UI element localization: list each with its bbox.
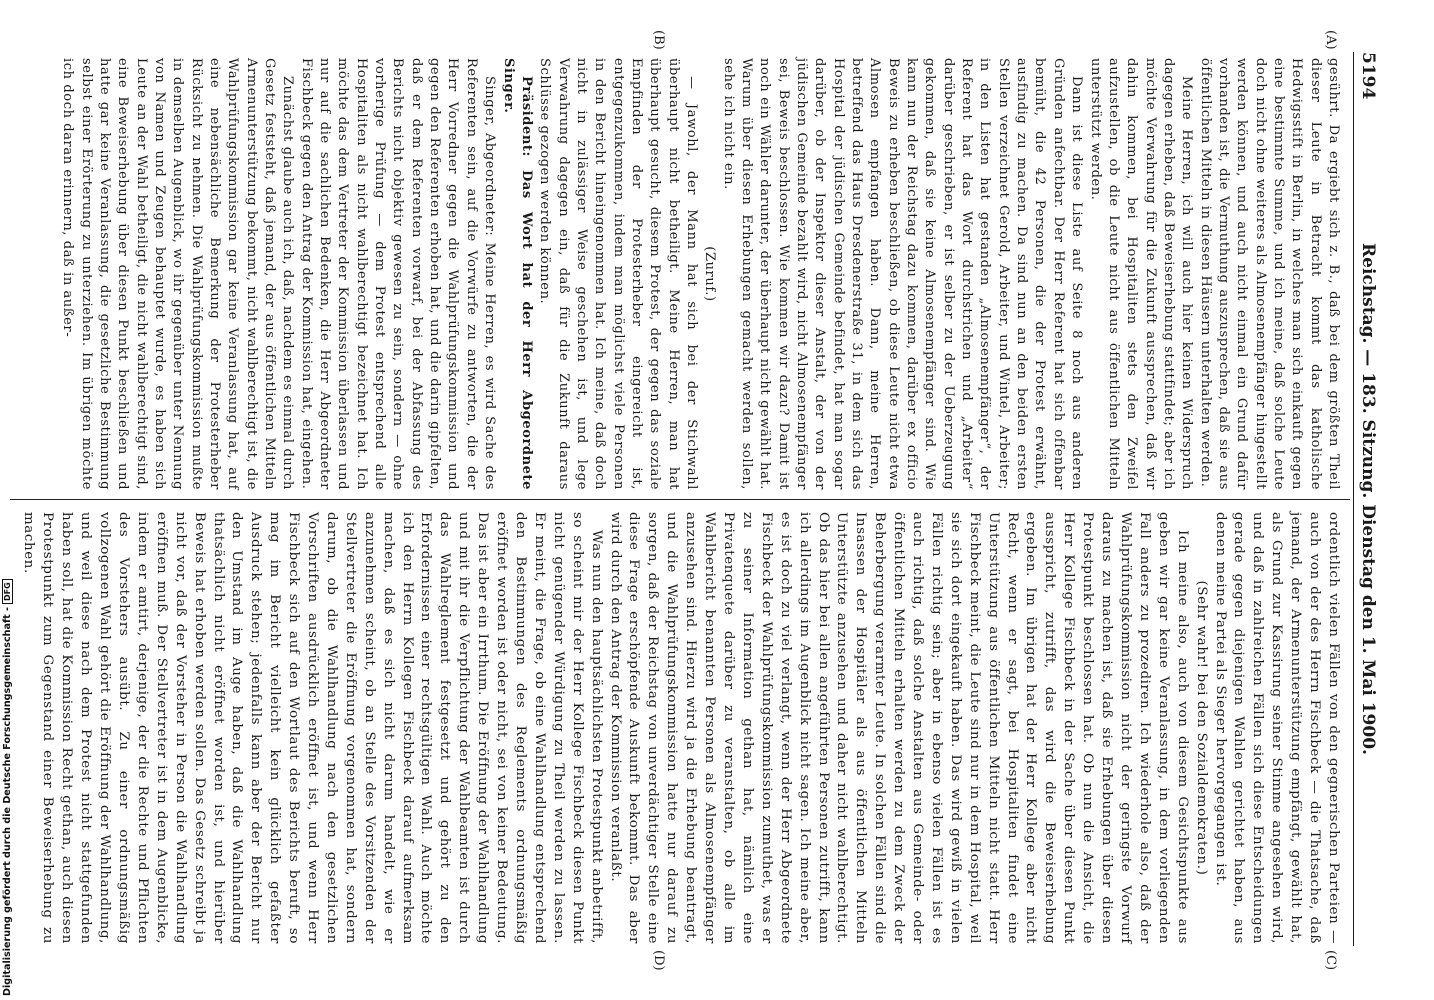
interjection: (Zuruf.) xyxy=(702,246,718,302)
paragraph: Ich meine also, auch von diesem Gesichtspunkte aus geben wir gar keine Veranlassung, in dem vorliegenden Fall anders zu prozediren. Ich wiederhole also, daß der Wahlprüfungskommission nicht der geringste Vorwurf daraus zu machen ist, daß sie Erhebungen über diesen Protestpunkt beschlossen hat. Ob nun die Ansicht, die Herr Kollege Fischbeck in der Sache über diesen Punkt ausspricht, zutrifft, das wird die Beweiserhebung ergeben. Im übrigen hat der Herr Kollege aber nicht Recht, wenn er sagt, bei Hospitaliten findet eine Unterstützung aus öffentlichen Mitteln nicht statt. Herr Fischbeck meint, die Leute sind nur in dem Hospital, weil sie sich dort eingekauft haben. Das wird gewiß in vielen Fällen richtig sein; aber in ebenso vielen Fällen ist es auch richtig, daß solche Anstalten aus Gemeinde- oder öffentlichen Mitteln erhalten werden zu dem Zweck der Beherbergung verarmter Leute. In solchen Fällen sind die Insassen der Hospitäler als aus öffentlichen Mitteln Unterstützte anzusehen und daher nicht wahlberechtigt. Ob das hier bei allen angeführten Personen zutrifft, kann ich allerdings im Augenblick nicht sagen. Ich meine aber, es ist doch zu viel verlangt, wenn der Herr Abgeordnete Fischbeck der Wahlprüfungskommission zumuthet, was er zu seiner Information gethan hat, nämlich eine Privatenquete darüber zu veranstalten, ob alle im Wahlbericht benannten Personen als Almosenempfänger anzusehen sind. Hierzu wird ja die Erhebung beantragt, und die Wahlprüfungskommission hatte nur darauf zu sorgen, daß der Reichstag von unverdächtiger Stelle eine diese Frage erschöpfende Auskunft bekommt. Das aber wird durch den Antrag der Kommission veranlaßt. xyxy=(607,512,1190,944)
left-column xyxy=(58,58,1342,490)
credit-text: Digitalisierung gefördert durch die Deutsche Forschungsgemeinschaft - xyxy=(2,606,13,996)
margin-letter-c: (C) xyxy=(1323,950,1338,971)
speaker-paragraph: Präsident: Das Wort hat der Herr Abgeordnete Singer. xyxy=(500,58,534,490)
page-header xyxy=(1354,52,1382,946)
paragraph: Was nun den hauptsächlichsten Protestpunkt anbetrifft, so scheint mir der Herr Kollege Fischbeck diesen Punkt nicht genügender Würdigung zu Theil werden zu lassen. Er meint, die Frage, ob eine Wahlhandlung entsprechend den Bestimmungen des Reglements ordnungsmäßig eröffnet worden ist oder nicht, sei von keiner Bedeutung. Das ist aber ein Irrthum. Die Eröffnung der Wahlhandlung und mit ihr die Verpflichtung der Wahlbeamten ist durch das Wahlreglement festgesetzt und gehört zu den Erfordernissen einer rechtsgültigen Wahl. Auch möchte ich den Herrn Kollegen Fischbeck darauf aufmerksam machen, daß es sich nicht darum handelt, wie er anzunehmen scheint, ob an Stelle des Vorsitzenden der Stellvertreter die Eröffnung vorgenommen hat, sondern darum, ob die Wahlhandlung nach den gesetzlichen Vorschriften ausdrücklich eröffnet ist, und wenn Herr Fischbeck sich auf den Wortlaut des Berichts beruft, so mag im Bericht vielleicht kein glücklich gefaßter Ausdruck stehen; jedenfalls kann aber der Bericht nur den Umstand im Auge haben, daß die Wahlhandlung thatsächlich nicht eröffnet worden ist, und hierüber Beweis hat erhoben werden sollen. Das Gesetz schreibt ja nicht vor, daß der Vorsteher in Person die Wahlhandlung eröffnen muß. Der Stellvertreter ist in dem Augenblicke, indem er amtirt, derjenige, der die Rechte und Pflichten des Vorstehers ausübt. Zu einer ordnungsmäßig vollzogenen Wahl gehört die Eröffnung der Wahlhandlung, und weil diese nach dem Protest nicht stattgefunden haben soll, hat die Kommission Recht gethan, auch diesen Protestpunkt zum Gegenstand einer Beweiserhebung zu machen. xyxy=(21,512,604,944)
paragraph: Dann ist diese Liste auf Seite 8 noch aus anderen Gründen anfechtbar. Der Herr Referent hat sich offenbar bemüht, die 42 Personen, die der Protest erwähnt, ausfindig zu machen. Da sind nun an den beiden ersten Stellen verzeichnet Gerold, Arbeiter, und Wintel, Arbeiter; in den Listen hat gestanden „Almosenempfänger“, der Referent hat das Wort durchstrichen und „Arbeiter“ darüber geschrieben, er ist selber zu der Ueberzeugung gekommen, daß sie keine Almosenempfänger sind. Wie kann nun der Reichstag dazu kommen, darüber ex officio Beweis zu erheben beschließen, ob diese Leute nicht etwa Almosen empfangen haben. Dann, meine Herren, betreffend das Haus Dresdenerstraße 31, in dem sich das Hospital der jüdischen Gemeinde befindet, hat man sogar darüber, ob der Inspektor dieser Anstalt, der von der jüdischen Gemeinde bezahlt wird, nicht Almosenempfänger sei, Beweis beschlossen. Wie kommen wir dazu? Damit ist noch ein Wähler darunter, der überhaupt nicht gewählt hat. Warum über diesen Erhebungen gemacht werden sollen, sehe ich nicht ein. xyxy=(720,58,1085,490)
digitization-credit xyxy=(2,582,16,996)
paragraph: Zunächst glaube auch ich, daß, nachdem es einmal durch Gesetz feststeht, daß jemand, der aus öffentlichen Mitteln Armenunterstützung bekommt, nicht wahlberechtigt ist, die Wahlprüfungskommission gar keine Veranlassung hat, auf eine nebensächliche Bemerkung der Protesterheber Rücksicht zu nehmen. Die Wahlprüfungskommission mußte in demselben Augenblick, wo ihr gegenüber unter Nennung von Namen und Zeugen behauptet wurde, es haben sich Leute an der Wahl betheiligt, die nicht wahlberechtigt sind, eine Beweiserhebung über diesen Punkt beschließen und hatte gar keine Veranlassung, die gesetzliche Bestimmung selbst einer Erörterung zu unterziehen. Im übrigen möchte ich doch daran erinnern, daß in außer- xyxy=(60,58,296,490)
paragraph: — Jawohl, der Mann hat sich bei der Stichwahl überhaupt nicht betheiligt. Meine Herren, man hat überhaupt gesucht, diesem Protest, der gegen das soziale Empfinden der Protesterheber eingereicht ist, entgegenzukommen, indem man möglichst viele Personen in den Bericht hineingenommen hat. Ich meine, daß doch nicht in zulässiger Weise geschehen ist, und lege Verwahrung dagegen ein, daß für die Zukunft daraus Schlüsse gezogen werden können. xyxy=(537,58,699,490)
paragraph: gesührt. Da ergiebt sich z. B., daß bei dem größten Theil dieser Leute in Betracht kommt das katholische Hedwigsstift in Berlin, in welches man sich einkauft gegen eine bestimmte Summe, und ich meine, daß solche Leute doch nicht ohne weiteres als Almosenempfänger hingestellt werden können, und auch nicht einmal ein Grund dafür vorhanden ist, die Vermuthung auszusprechen, daß sie aus öffentlichen Mitteln in diesen Häusern unterhalten werden. xyxy=(1197,58,1341,490)
margin-letter-b: (B) xyxy=(651,30,666,50)
margin-letter-a: (A) xyxy=(1323,30,1338,50)
page-number: 5194 xyxy=(1358,52,1378,100)
paragraph: Meine Herren, ich will auch hier keinen Widerspruch dagegen erheben, daß Beweiserhebung stattfindet; aber ich möchte Verwahrung für die Zukunft aussprechen, daß wir dahin kommen, bei Hospitaliten stets den Zweifel aufzustellen, ob die Leute nicht aus öffentlichen Mitteln unterstützt werden. xyxy=(1087,58,1195,490)
paragraph: ordentlich vielen Fällen von den gegnerischen Parteien — auch von der des Herrn Fischbeck — die Thatsache, daß jemand, der Armenunterstützung empfängt, gewählt hat, als Grund zur Kassirung seiner Stimme angesehen wird, und daß in zahlreichen Fällen sich diese Entscheidungen gerade gegen diejenigen Wahlen gerichtet haben, aus denen meine Partei als Sieger hervorgegangen ist. xyxy=(1212,512,1341,944)
column-divider xyxy=(10,499,1350,500)
interjection: (Sehr wahr! bei den Sozialdemokraten.) xyxy=(1193,580,1209,876)
right-column xyxy=(19,512,1342,944)
paragraph: Singer, Abgeordneter: Meine Herren, es wird Sache des Referenten sein, auf die Vorwürfe zu antworten, die der Herr Vorredner gegen die Wahlprüfungskommission und gegen den Referenten erhoben hat, und die darin gipfelten, daß er dem Referenten vorwarf, bei der Abfassung des Berichts nicht objektiv gewesen zu sein, sondern — ohne vorherige Prüfung — dem Protest entsprechend alle Hospitaliten als nicht wahlberechtigt bezeichnet hat. Ich möchte das dem Vertreter der Kommission überlassen und nur auf die sachlichen Bedenken, die Herr Abgeordneter Fischbeck gegen den Antrag der Kommission hat, eingehen. xyxy=(298,58,498,490)
page-title: Reichstag. — 183. Sitzung. Dienstag den 1. Mai 1900. xyxy=(1358,243,1378,755)
dfg-logo: DFG xyxy=(2,579,13,604)
margin-letter-d: (D) xyxy=(651,950,666,971)
header-rule xyxy=(1353,52,1354,946)
